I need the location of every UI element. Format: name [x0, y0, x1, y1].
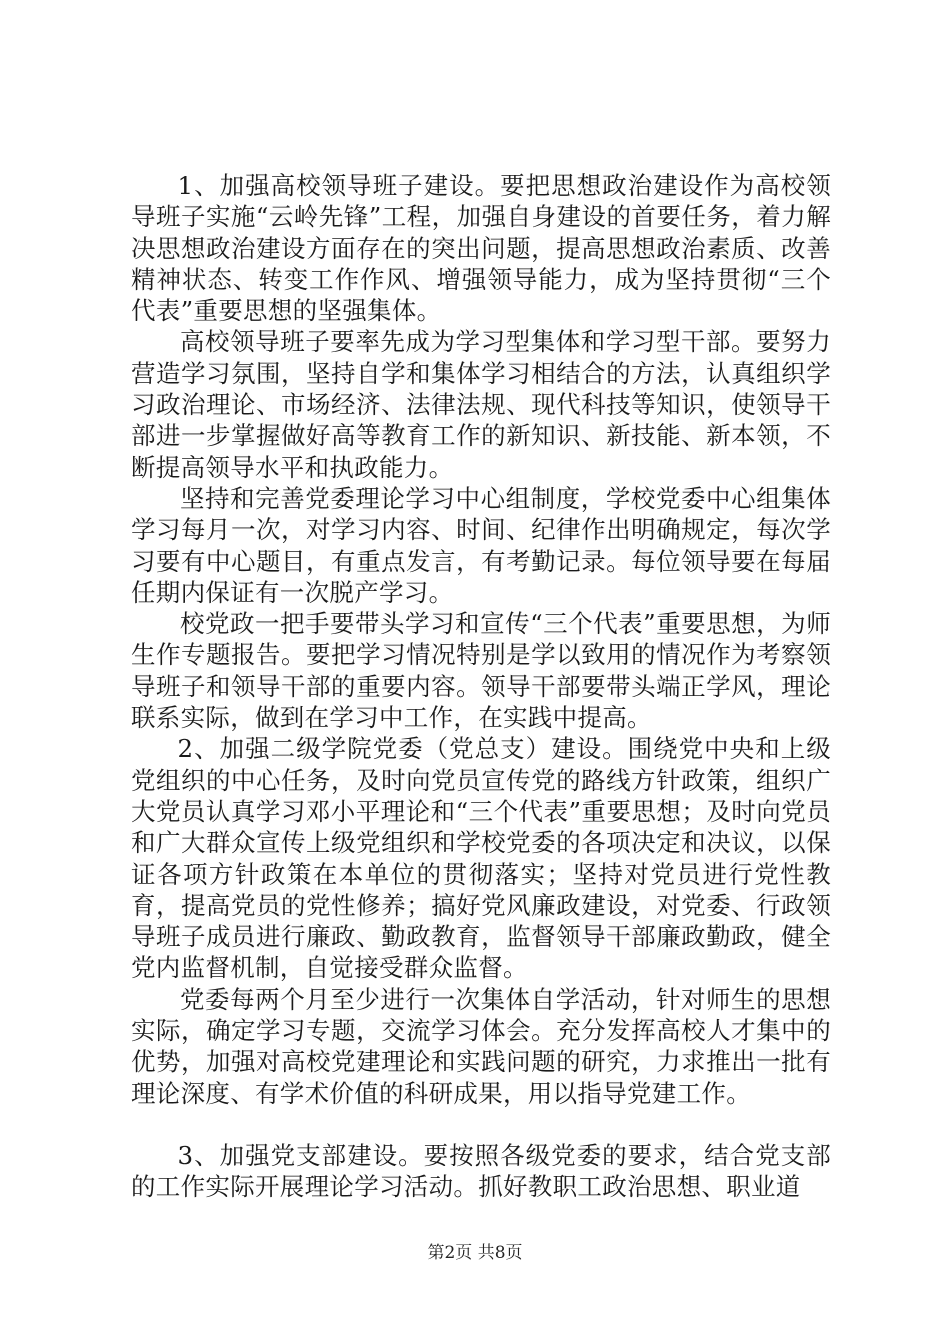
paragraph-1: 1、加强高校领导班子建设。要把思想政治建设作为高校领导班子实施“云岭先锋”工程，加强自身建设的首要任务，着力解决思想政治建设方面存在的突出问题，提高思想政治素质、改善精神状态、转变工作作风、增强领导能力，成为坚持贯彻“三个代表”重要思想的坚强集体。 [131, 171, 832, 326]
paragraph-2: 高校领导班子要率先成为学习型集体和学习型干部。要努力营造学习氛围，坚持自学和集体学习相结合的方法，认真组织学习政治理论、市场经济、法律法规、现代科技等知识，使领导干部进一步掌握做好高等教育工作的新知识、新技能、新本领，不断提高领导水平和执政能力。 [131, 327, 831, 482]
paragraph-4: 校党政一把手要带头学习和宣传“三个代表”重要思想，为师生作专题报告。要把学习情况特别是学以致用的情况作为考察领导班子和领导干部的重要内容。领导干部要带头端正学风，理论联系实际，做到在学习中工作，在实践中提高。 [131, 609, 831, 733]
paragraph-3: 坚持和完善党委理论学习中心组制度，学校党委中心组集体学习每月一次，对学习内容、时间、纪律作出明确规定，每次学习要有中心题目，有重点发言，有考勤记录。每位领导要在每届任期内保证有一次脱产学习。 [131, 483, 831, 607]
page-footer: 第2页 共8页 [427, 1243, 523, 1263]
paragraph-6: 党委每两个月至少进行一次集体自学活动，针对师生的思想实际，确定学习专题，交流学习体会。充分发挥高校人才集中的优势，加强对高校党建理论和实践问题的研究，力求推出一批有理论深度、有学术价值的科研成果，用以指导党建工作。 [131, 984, 831, 1108]
paragraph-7: 3、加强党支部建设。要按照各级党委的要求，结合党支部的工作实际开展理论学习活动。抓好教职工政治思想、职业道 [131, 1140, 831, 1202]
document-body [131, 170, 831, 1203]
paragraph-spacer [131, 1109, 831, 1140]
paragraph-5: 2、加强二级学院党委（党总支）建设。围绕党中央和上级党组织的中心任务，及时向党员宣传党的路线方针政策，组织广大党员认真学习邓小平理论和“三个代表”重要思想；及时向党员和广大群众宣传上级党组织和学校党委的各项决定和决议，以保证各项方针政策在本单位的贯彻落实；坚持对党员进行党性教育，提高党员的党性修养；搞好党风廉政建设，对党委、行政领导班子成员进行廉政、勤政教育，监督领导干部廉政勤政，健全党内监督机制，自觉接受群众监督。 [131, 734, 831, 983]
